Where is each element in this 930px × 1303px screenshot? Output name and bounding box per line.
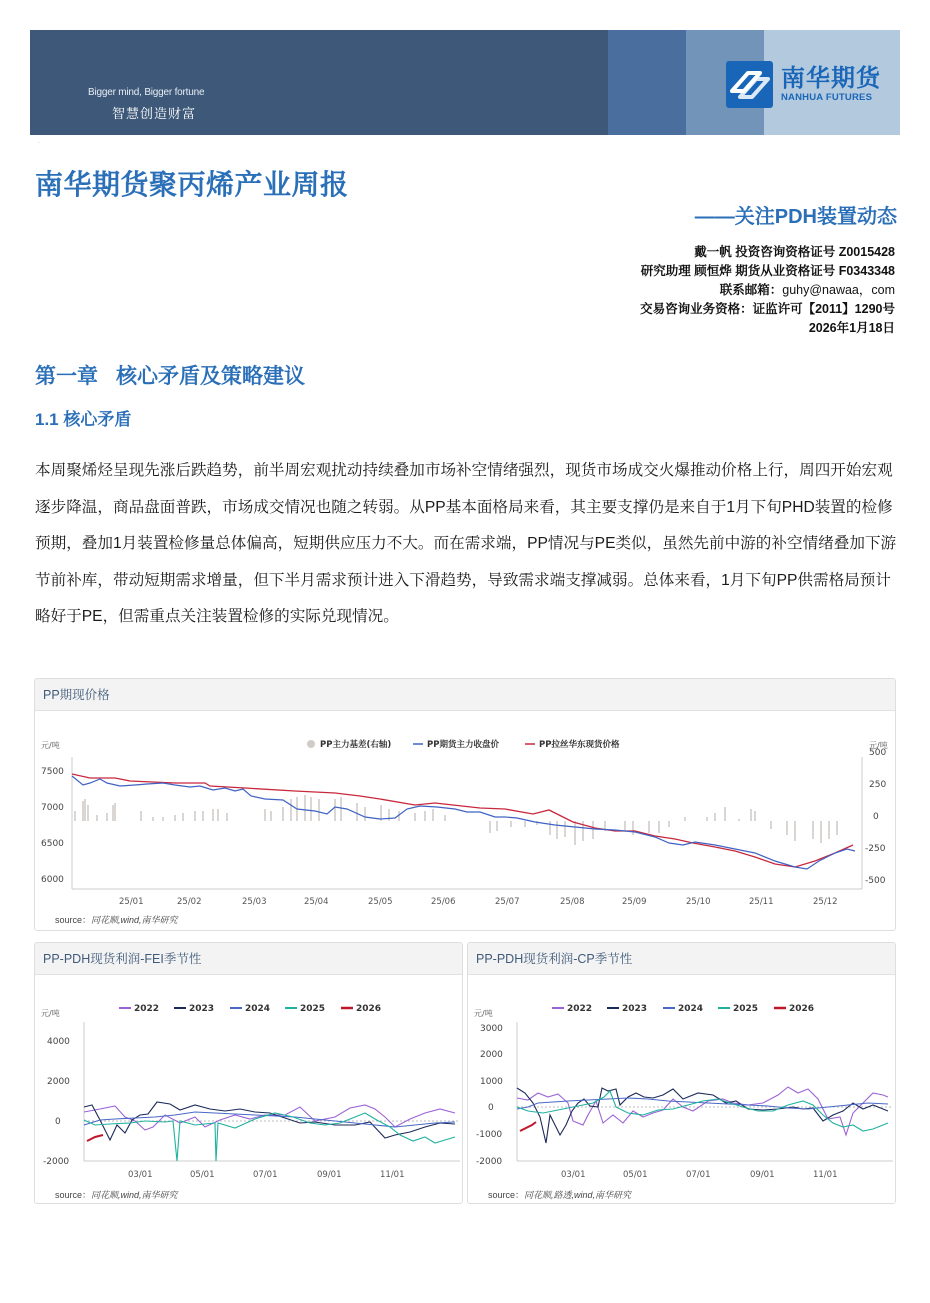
svg-text:25/08: 25/08: [560, 897, 585, 907]
slogan-chinese: 智慧创造财富: [112, 106, 197, 121]
svg-text:2026: 2026: [789, 1004, 815, 1014]
futures-price-line: [72, 776, 855, 869]
svg-text:0: 0: [488, 1103, 494, 1113]
legend-basis-icon: [307, 740, 315, 748]
chart-title: PP-PDH现货利润-CP季节性: [468, 943, 895, 975]
report-date: 2026年1月18日: [808, 321, 895, 335]
chart-title: PP-PDH现货利润-FEI季节性: [35, 943, 462, 975]
cp-profit-chart-card: [467, 942, 896, 1204]
svg-text:07/01: 07/01: [253, 1170, 278, 1180]
logo-english-name: NANHUA FUTURES: [781, 92, 873, 103]
chart-source: source：同花顺,路透,wind,南华研究: [488, 1190, 632, 1200]
svg-text:2025: 2025: [733, 1004, 759, 1014]
logo-chinese-name: 南华期货: [781, 65, 881, 92]
svg-text:0: 0: [55, 1117, 61, 1127]
svg-text:03/01: 03/01: [128, 1170, 153, 1180]
svg-text:2026: 2026: [356, 1004, 382, 1014]
y-axis-unit-right: 元/吨: [869, 741, 888, 750]
svg-text:6000: 6000: [41, 875, 64, 885]
section-heading: 1.1 核心矛盾: [35, 410, 132, 429]
chapter-heading: [35, 360, 305, 390]
svg-text:03/01: 03/01: [561, 1170, 586, 1180]
author-line: 研究助理 顾恒烨 期货从业资格证号 F0343348: [640, 264, 895, 278]
svg-text:09/01: 09/01: [317, 1170, 342, 1180]
svg-text:25/07: 25/07: [495, 897, 520, 907]
svg-text:4000: 4000: [47, 1037, 70, 1047]
svg-text:500: 500: [869, 748, 887, 758]
email-address[interactable]: guhy@nawaa，com: [782, 283, 895, 297]
svg-text:09/01: 09/01: [750, 1170, 775, 1180]
svg-text:2000: 2000: [47, 1077, 70, 1087]
email-label: 联系邮箱：: [719, 283, 783, 297]
nanhua-logo-icon: [726, 61, 773, 108]
fei-profit-chart-card: [34, 942, 463, 1204]
svg-text:2023: 2023: [189, 1004, 215, 1014]
svg-text:-1000: -1000: [476, 1130, 503, 1140]
company-logo: [726, 61, 881, 108]
banner-stripe: [608, 30, 686, 135]
basis-bars: [75, 795, 837, 845]
price-chart-card: [34, 678, 896, 931]
svg-text:2022: 2022: [134, 1004, 160, 1014]
slogan-english: Bigger mind, Bigger fortune: [88, 87, 205, 98]
cp-profit-chart: [468, 975, 896, 1204]
svg-text:-2000: -2000: [476, 1157, 503, 1167]
author-line: 戴一帆 投资咨询资格证号 Z0015428: [694, 245, 895, 259]
y-axis-unit-left: 元/吨: [41, 741, 60, 750]
price-chart: [35, 711, 896, 931]
svg-text:11/01: 11/01: [380, 1170, 405, 1180]
author-info: [640, 243, 895, 338]
svg-text:25/11: 25/11: [749, 897, 774, 907]
y-axis-unit: 元/吨: [41, 1009, 60, 1018]
svg-text:25/05: 25/05: [368, 897, 393, 907]
svg-text:-250: -250: [865, 844, 886, 854]
svg-text:2022: 2022: [567, 1004, 593, 1014]
svg-text:25/06: 25/06: [431, 897, 456, 907]
svg-text:6500: 6500: [41, 839, 64, 849]
chapter-number: 第一章: [35, 365, 98, 388]
svg-text:2024: 2024: [245, 1004, 271, 1014]
svg-text:25/01: 25/01: [119, 897, 144, 907]
report-title: 南华期货聚丙烯产业周报: [35, 169, 349, 200]
svg-text:11/01: 11/01: [813, 1170, 838, 1180]
chart-title: PP期现价格: [35, 679, 895, 711]
chapter-title: 核心矛盾及策略建议: [116, 365, 305, 388]
report-subtitle: ——关注PDH装置动态: [694, 206, 897, 228]
email-line: [640, 281, 895, 300]
svg-text:07/01: 07/01: [686, 1170, 711, 1180]
svg-text:25/02: 25/02: [177, 897, 202, 907]
svg-text:25/03: 25/03: [242, 897, 267, 907]
svg-text:0: 0: [873, 812, 879, 822]
page-marker: ·: [38, 140, 40, 146]
svg-text:05/01: 05/01: [623, 1170, 648, 1180]
chart-legend: [552, 1004, 814, 1014]
svg-text:25/12: 25/12: [813, 897, 838, 907]
svg-text:2023: 2023: [622, 1004, 648, 1014]
fei-profit-chart: [35, 975, 463, 1204]
svg-text:25/09: 25/09: [622, 897, 647, 907]
svg-text:1000: 1000: [480, 1077, 503, 1087]
svg-text:2000: 2000: [480, 1050, 503, 1060]
svg-text:25/10: 25/10: [686, 897, 711, 907]
body-paragraph: 本周聚烯烃呈现先涨后跌趋势，前半周宏观扰动持续叠加市场补空情绪强烈，现货市场成交火爆推动价格上行，周四开始宏观逐步降温，商品盘面普跌，市场成交情况也随之转弱。从PP基本面格局来看，其主要支撑仍是来自于1月下旬PHD装置的检修预期，叠加1月装置检修量总体偏高，短期供应压力不大。而在需求端，PP情况与PE类似，虽然先前中游的补空情绪叠加下游节前补库，带动短期需求增量，但下半月需求预计进入下滑趋势，导致需求端支撑减弱。总体来看，1月下旬PP供需格局预计略好于PE，但需重点关注装置检修的实际兑现情况。: [35, 462, 897, 625]
svg-text:2025: 2025: [300, 1004, 326, 1014]
y-axis-unit: 元/吨: [474, 1009, 493, 1018]
svg-text:PP拉丝华东现货价格: PP拉丝华东现货价格: [539, 740, 620, 750]
license-line: 交易咨询业务资格：证监许可【2011】1290号: [640, 302, 895, 316]
svg-text:-2000: -2000: [43, 1157, 70, 1167]
header-banner: [30, 30, 900, 135]
svg-text:7500: 7500: [41, 767, 64, 777]
svg-text:3000: 3000: [480, 1024, 503, 1034]
chart-source: source：同花顺,wind,南华研究: [55, 1190, 178, 1200]
chart-legend: [119, 1004, 381, 1014]
svg-text:2024: 2024: [678, 1004, 704, 1014]
svg-text:PP期货主力收盘价: PP期货主力收盘价: [427, 740, 499, 750]
svg-text:PP主力基差(右轴): PP主力基差(右轴): [320, 740, 392, 750]
svg-text:7000: 7000: [41, 803, 64, 813]
chart-source: source：同花顺,wind,南华研究: [55, 915, 178, 925]
svg-text:25/04: 25/04: [304, 897, 329, 907]
svg-text:05/01: 05/01: [190, 1170, 215, 1180]
svg-text:-500: -500: [865, 876, 886, 886]
spot-price-line: [72, 774, 853, 867]
svg-text:250: 250: [869, 780, 887, 790]
